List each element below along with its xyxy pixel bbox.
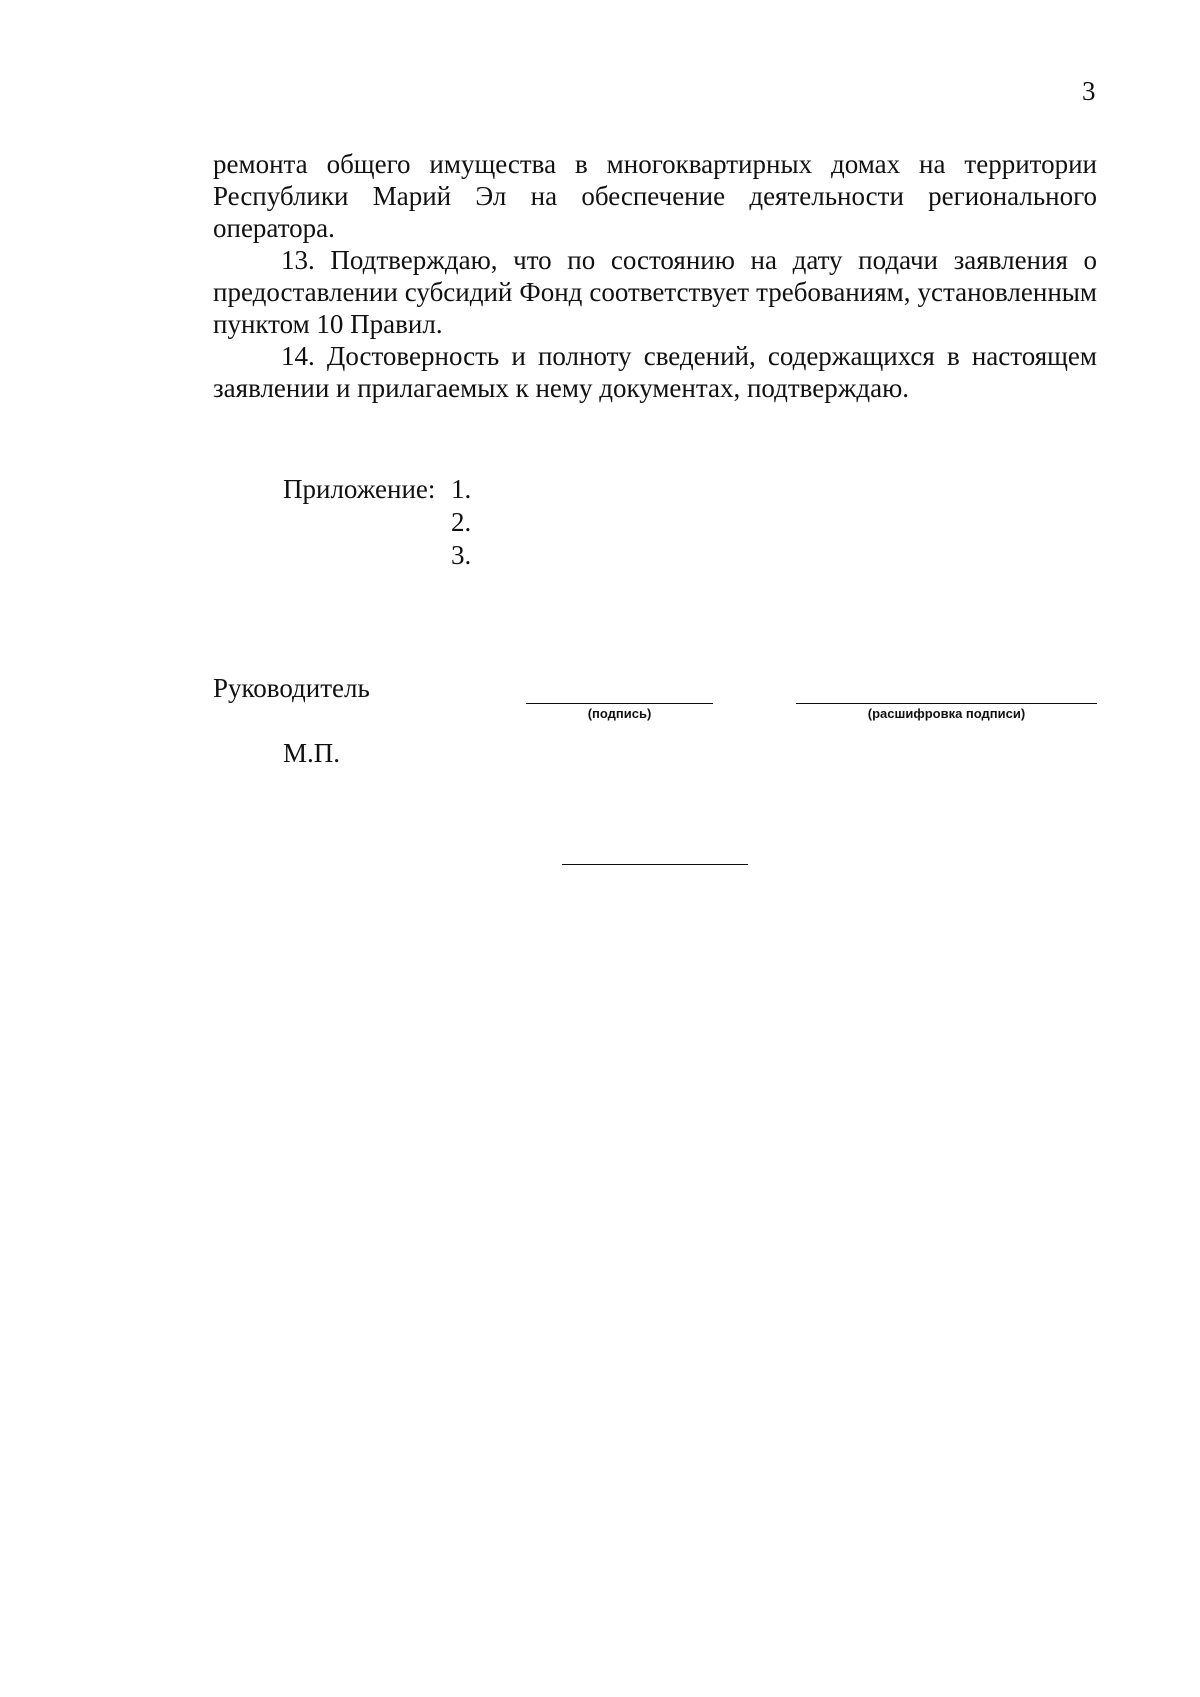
appendix-item: 3.	[451, 540, 472, 570]
head-position-label: Руководитель	[213, 673, 370, 703]
appendix-item: 2.	[451, 507, 472, 537]
paragraph-item-13: 13. Подтверждаю, что по состоянию на дату подачи заявления о предоставлении субсидий Фонд соответствует требованиям, установленным пунктом 10 Правил.	[213, 245, 1097, 339]
appendix-row	[283, 473, 481, 506]
document-body	[213, 148, 1097, 404]
end-divider	[562, 864, 748, 865]
signature-decoding-line	[796, 703, 1097, 704]
signature-decoding-caption: (расшифровка подписи)	[867, 706, 1026, 721]
appendix-list	[283, 473, 481, 572]
appendix-label: Приложение:	[283, 474, 436, 504]
appendix-row	[283, 539, 481, 572]
signature-line	[526, 703, 713, 704]
appendix-row	[283, 506, 481, 539]
page-number: 3	[1082, 76, 1096, 106]
signature-field	[526, 703, 713, 722]
paragraph-item-14: 14. Достоверность и полноту сведений, содержащихся в настоящем заявлении и прилагаемых к нему документах, подтверждаю.	[213, 341, 1097, 403]
signature-caption: (подпись)	[587, 706, 652, 721]
stamp-label: М.П.	[283, 738, 341, 768]
appendix-item: 1.	[451, 474, 472, 504]
signature-decoding-field	[796, 703, 1097, 722]
paragraph-continuation: ремонта общего имущества в многоквартирных домах на территории Республики Марий Эл на обеспечение деятельности регионального оператора.	[213, 149, 1097, 243]
